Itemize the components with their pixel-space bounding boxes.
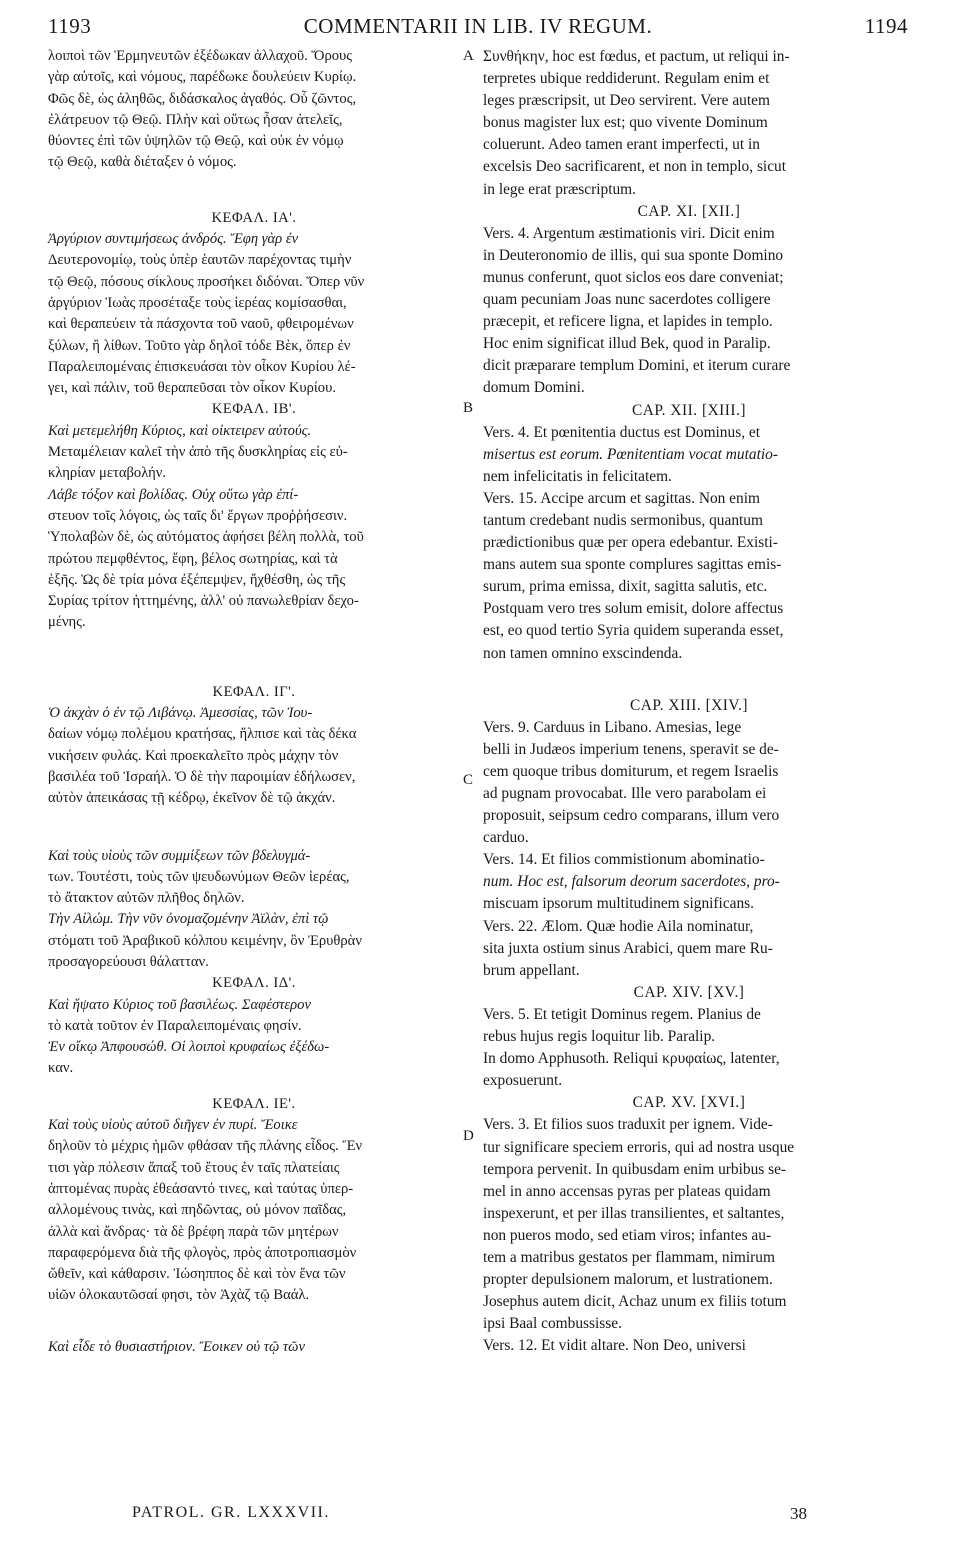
latin-line: Vers. 15. Accipe arcum et sagittas. Non enim <box>483 489 760 507</box>
greek-line: μένης. <box>48 614 86 631</box>
latin-line: In domo Apphusoth. Reliqui κρυφαίως, latenter, <box>483 1050 780 1068</box>
greek-line: προσαγορεύουσι θάλατταν. <box>48 953 209 970</box>
greek-line: δαίων νόμῳ πολέμου κρατήσας, ἤλπισε καὶ τὰς δέκα <box>48 726 357 743</box>
latin-line: Postquam vero tres solum emisit, dolore affectus <box>483 600 784 618</box>
running-header <box>48 14 908 44</box>
greek-line: θύοντες ἐπὶ τῶν ὑψηλῶν τῷ Θεῷ, καὶ οὐκ ἐν νόμῳ <box>48 133 344 150</box>
latin-line: brum appellant. <box>483 961 580 979</box>
latin-line: Συνθήκην, hoc est fœdus, et pactum, ut reliqui in- <box>483 48 790 65</box>
greek-line: ἑξῆς. Ὡς δὲ τρία μόνα ἐξέπεμψεν, ἤχθέσθη, ὡς τῆς <box>48 571 346 588</box>
latin-line: non tamen omnino exscindenda. <box>483 644 683 662</box>
latin-line: præcepit, et reficere ligna, et lapides in templo. <box>483 313 773 331</box>
greek-line: στόματι τοῦ Ἀραβικοῦ κόλπου κειμένην, ὃν Ἐρυθρὰν <box>48 932 362 949</box>
greek-line: νικήσειν φυλάς. Καὶ προεκαλεῖτο πρὸς μάχην τὸν <box>48 747 339 764</box>
greek-line: γὰρ αὐτοῖς, καὶ νόμους, παρέδωκε δουλεύειν Κυρίῳ. <box>48 69 357 86</box>
latin-line: rebus hujus regis loquitur lib. Paralip. <box>483 1028 716 1046</box>
latin-line: cem quoque tribus domiturum, et regem Israelis <box>483 762 779 780</box>
greek-line: ἀργύριον Ἰωὰς προσέταξε τοὺς ἱερέας κομίσασθαι, <box>48 294 347 311</box>
latin-line: surum, prima emissa, dixit, sagitta salutis, etc. <box>483 578 768 596</box>
latin-line: ad pugnam provocabat. Ille vero parabolam ei <box>483 785 767 802</box>
latin-line: leges præscripsit, ut Deo servirent. Vere autem <box>483 92 770 110</box>
margin-letter-b: B <box>463 400 474 416</box>
greek-line: γει, καὶ πάλιν, τοῦ θεραπεῦσαι τὸν οἶκον Κυρίου. <box>48 380 336 397</box>
latin-line: nem infelicitatis in felicitatem. <box>483 467 672 485</box>
latin-line: Vers. 14. Et filios commistionum abominatio- <box>483 851 765 869</box>
greek-chapter-heading: ΚΕΦΑΛ. ΙΕ'. <box>212 1095 296 1112</box>
greek-chapter-heading: ΚΕΦΑΛ. ΙΑ'. <box>211 209 297 226</box>
greek-line: Ἐν οἴκῳ Ἀπφουσώθ. Οἱ λοιποὶ κρυφαίως ἐξέδω- <box>48 1039 330 1056</box>
greek-line: αλλομένους τινὰς, καὶ πηδῶντας, οὐ μόνον παῖδας, <box>48 1202 347 1219</box>
latin-line: misertus est eorum. Pœnitentiam vocat mutatio- <box>483 445 778 463</box>
latin-chapter-heading: CAP. XII. [XIII.] <box>631 401 747 419</box>
latin-chapter-heading: CAP. XV. [XVI.] <box>632 1094 746 1112</box>
latin-chapter-heading: CAP. XI. [XII.] <box>637 202 741 220</box>
latin-line: mel in anno accensas pyras per plateas quidam <box>483 1182 771 1200</box>
greek-line: βασιλέα τοῦ Ἰσραήλ. Ὁ δὲ τὴν παροιμίαν ἐδήλωσεν, <box>48 768 356 785</box>
latin-chapter-heading: CAP. XIII. [XIV.] <box>629 696 749 714</box>
latin-line: Vers. 4. Et pœnitentia ductus est Dominus, et <box>483 423 760 441</box>
greek-line: Συρίας τρίτον ἡττημένης, ἀλλ' οὐ πανωλεθρίαν δεχο- <box>48 593 359 610</box>
latin-line: excelsis Deo sacrificarent, et non in templo, sicut <box>483 158 787 176</box>
latin-line: belli in Judæos imperium tenens, speravit se de- <box>483 740 779 758</box>
greek-line: Καὶ τοὺς υἱοὺς αὐτοῦ διῆγεν ἐν πυρί. Ἔοικε <box>48 1117 298 1134</box>
page-number-left: 1193 <box>48 14 92 38</box>
greek-line: παραφερόμενα διὰ τῆς φλογὸς, πρὸς ἀποτροπιασμὸν <box>48 1244 357 1261</box>
latin-line: munus conferunt, quot siclos eos dare conveniat; <box>483 268 784 286</box>
greek-line: Ὑπολαβὼν δὲ, ὡς αὐτόματος ἀφήσει βέλη πολλὰ, τοῦ <box>48 529 364 546</box>
latin-line: in Deuteronomio de illis, qui sua sponte Domino <box>483 246 784 264</box>
signature-number: 38 <box>790 1504 807 1523</box>
margin-letter-a: A <box>463 48 474 64</box>
greek-line: ὤθεῖν, καὶ κάθαρσιν. Ἰώσηππος δὲ καὶ τὸν ἕνα τῶν <box>48 1266 346 1283</box>
greek-line: Φῶς δὲ, ὡς ἀληθῶς, διδάσκαλος ἀγαθός. Οὗ ζῶντος, <box>48 90 357 107</box>
greek-line: τισι γὰρ πόλεσιν ἅπαξ τοῦ ἔτους ἐν ταῖς πλατείαις <box>48 1159 340 1176</box>
greek-line: Καὶ τοὺς υἱοὺς τῶν συμμίξεων τῶν βδελυγμά- <box>48 847 311 864</box>
latin-chapter-heading: CAP. XIV. [XV.] <box>633 983 745 1001</box>
latin-line: Vers. 22. Ælom. Quæ hodie Aila nominatur, <box>483 917 754 935</box>
latin-line: tur significare speciem erroris, qui ad nostra usque <box>483 1138 795 1156</box>
latin-line: inspexerunt, et per illas transilientes, et saltantes, <box>483 1204 785 1222</box>
greek-line: Λάβε τόξον καὶ βολίδας. Οὐχ οὕτω γὰρ ἐπί- <box>48 486 299 503</box>
latin-line: terpretes ubique reddiderunt. Regulam enim et <box>483 70 770 88</box>
page-number-right: 1194 <box>864 14 908 38</box>
latin-line: tempora pervenit. In quibusdam enim urbibus se- <box>483 1160 787 1178</box>
greek-line: λοιποὶ τῶν Ἑρμηνευτῶν ἐξέδωκαν ἀλλαχοῦ. Ὅρους <box>48 48 353 64</box>
greek-line: καν. <box>48 1060 74 1077</box>
greek-line: πρώτου πεμφθέντος, ἔφη, βέλος σωτηρίας, καὶ τὰ <box>48 550 338 567</box>
latin-line: miscuam ipsorum multitudinem significans. <box>483 895 755 913</box>
greek-line: ἐλάτρευον τῷ Θεῷ. Πλὴν καὶ οὕτως ἦσαν ἀτελεῖς, <box>48 111 343 128</box>
greek-line: τῷ Θεῷ, καθὰ διέταξεν ὁ νόμος. <box>48 154 237 171</box>
latin-line: tem a matribus gestatos per flammam, nimirum <box>483 1248 775 1266</box>
margin-letter-d: D <box>463 1128 474 1144</box>
latin-line: est, eo quod tertio Syria quidem superanda esset, <box>483 622 784 640</box>
latin-line: Josephus autem dicit, Achaz unum ex filiis totum <box>483 1293 787 1311</box>
latin-line: Vers. 3. Et filios suos traduxit per ignem. Vide- <box>483 1116 773 1134</box>
latin-line: coluerunt. Adeo tamen erant imperfecti, ut in <box>483 136 760 154</box>
latin-line: prædictionibus quæ per opera edebantur. Existi- <box>483 534 778 552</box>
greek-chapter-heading: ΚΕΦΑΛ. ΙΓ'. <box>212 683 296 700</box>
greek-chapter-heading: ΚΕΦΑΛ. ΙΒ'. <box>211 401 297 418</box>
greek-line: Παραλειπομέναις ἐπισκευάσαι τὸν οἶκον Κυρίου λέ- <box>48 358 356 375</box>
greek-line: Ἀργύριον συντιμήσεως ἀνδρός. Ἔφη γὰρ ἐν <box>48 231 299 248</box>
greek-line: τῷ Θεῷ, πόσους σίκλους προσήκει διδόναι. Ὅπερ νῦν <box>48 273 365 290</box>
greek-line: ἀλλὰ καὶ ἄνδρας· τὰ δὲ βρέφη παρὰ τῶν μητέρων <box>48 1223 339 1240</box>
latin-line: Vers. 9. Carduus in Libano. Amesias, lege <box>483 718 742 736</box>
series-signature: PATROL. GR. LXXXVII. <box>132 1504 330 1521</box>
margin-letter-c: C <box>463 772 474 788</box>
latin-line: tantum credebant nudis sermonibus, quantum <box>483 511 763 529</box>
latin-line: Vers. 5. Et tetigit Dominus regem. Planius de <box>483 1005 761 1023</box>
greek-line: κληρίαν μεταβολήν. <box>48 465 167 482</box>
latin-line: sita juxta ostium sinus Arabici, quem mare Ru- <box>483 939 773 957</box>
greek-line: καὶ θεραπεύειν τὰ πάσχοντα τοῦ ναοῦ, φθειρομένων <box>48 316 354 333</box>
latin-line: proposuit, seipsum cedro comparans, illum vero <box>483 807 780 825</box>
greek-line: δηλοῦν τὸ μέχρις ἡμῶν φθάσαν τῆς πλάνης εἶδος. Ἔν <box>48 1138 363 1155</box>
greek-line: Καὶ ἥψατο Κύριος τοῦ βασιλέως. Σαφέστερον <box>48 996 311 1013</box>
latin-line: ipsi Baal combussisse. <box>483 1315 622 1333</box>
greek-line: τὸ κατὰ τοῦτον ἐν Παραλειπομέναις φησίν. <box>48 1017 302 1034</box>
greek-column <box>48 46 460 1358</box>
greek-line: τὸ ἄτακτον αὐτῶν πλῆθος δηλῶν. <box>48 890 245 907</box>
latin-line: non pueros modo, sed etiam viros; infantes au- <box>483 1226 772 1244</box>
latin-line: Hoc enim significat illud Bek, quod in Paralip. <box>483 335 771 353</box>
latin-line: bonus magister lux est; quo vivente Dominum <box>483 114 768 132</box>
greek-line: υἱῶν ὁλοκαυτῶσαί φησι, τὸν Ἀχὰζ τῷ Βαάλ. <box>48 1287 310 1304</box>
latin-line: quam pecuniam Joas nunc sacerdotes colligere <box>483 291 771 309</box>
latin-line: dicit præparare templum Domini, et iterum curare <box>483 357 791 375</box>
greek-line: Καὶ εἶδε τὸ θυσιαστήριον. Ἔοικεν οὐ τῷ τῶν <box>48 1338 305 1355</box>
latin-line: num. Hoc est, falsorum deorum sacerdotes, pro- <box>483 873 780 891</box>
greek-line: στευον τοῖς λόγοις, ὡς ταῖς δι' ἔργων προῤῥήσεσιν. <box>48 507 348 524</box>
latin-column <box>483 46 895 1357</box>
latin-line: exposuerunt. <box>483 1072 563 1090</box>
greek-line: Μεταμέλειαν καλεῖ τὴν ἀπὸ τῆς δυσκληρίας εἰς εὐ- <box>48 444 348 461</box>
latin-line: domum Domini. <box>483 379 585 397</box>
greek-line: Δευτερονομίῳ, τοὺς ὑπὲρ ἑαυτῶν παρέχοντας τιμὴν <box>48 252 352 269</box>
greek-line: Καὶ μετεμελήθη Κύριος, καὶ οἰκτειρεν αὐτούς. <box>48 422 312 439</box>
greek-line: των. Τουτέστι, τοὺς τῶν ψευδωνύμων Θεῶν ἱερέας, <box>48 868 350 885</box>
greek-chapter-heading: ΚΕΦΑΛ. ΙΔ'. <box>212 975 296 992</box>
greek-line: Τὴν Αἰλώμ. Τὴν νῦν ὀνομαζομένην Ἀϊλὰν, ἐπὶ τῷ <box>48 911 329 928</box>
latin-line: Vers. 12. Et vidit altare. Non Deo, universi <box>483 1337 746 1355</box>
running-title: COMMENTARII IN LIB. IV REGUM. <box>303 14 653 38</box>
latin-line: in lege erat præscriptum. <box>483 180 637 198</box>
greek-line: Ὁ ἀκχὰν ὁ ἐν τῷ Λιβάνῳ. Ἀμεσσίας, τῶν Ἰου- <box>48 705 313 722</box>
greek-line: ἁπτομένας πυρὰς ἐθεάσαντό τινες, καὶ ταύτας ὑπερ- <box>48 1180 354 1197</box>
latin-line: mans autem sua sponte complures sagittas emis- <box>483 556 782 574</box>
greek-line: αὐτὸν ἀπεικάσας τῇ κέδρῳ, ἐκεῖνον δὲ τῷ ἀκχάν. <box>48 790 336 807</box>
latin-line: propter depulsionem malorum, et lustrationem. <box>483 1271 773 1289</box>
latin-line: carduo. <box>483 829 529 847</box>
greek-line: ξύλων, ἢ λίθων. Τοῦτο γὰρ δηλοῖ τόδε Βὲκ, ὅπερ ἐν <box>48 337 351 354</box>
latin-line: Vers. 4. Argentum æstimationis viri. Dicit enim <box>483 224 775 242</box>
